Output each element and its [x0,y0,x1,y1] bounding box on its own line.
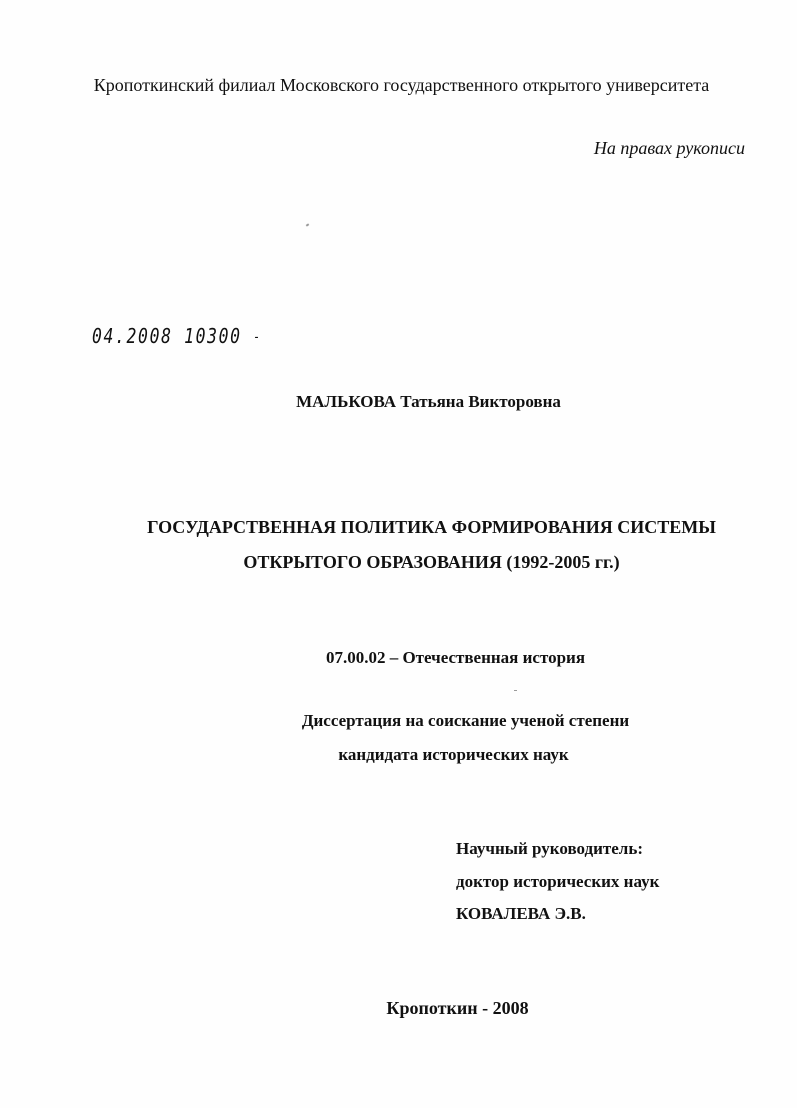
thesis-title-line-1: ГОСУДАРСТВЕННАЯ ПОЛИТИКА ФОРМИРОВАНИЯ СИСТЕМЫ [147,517,716,537]
thesis-title-line-2: ОТКРЫТОГО ОБРАЗОВАНИЯ (1992-2005 гг.) [243,552,620,572]
scan-speck [514,690,517,691]
city-year: Кропоткин - 2008 [386,998,529,1018]
degree-line-1: Диссертация на соискание ученой степени [301,711,630,730]
registry-stamp-number [92,326,262,346]
registry-number: 04.2008 10300 [92,324,242,348]
scan-speck [306,223,310,226]
manuscript-rights-note: На правах рукописи [593,138,745,158]
supervisor-rank: доктор исторических наук [456,872,660,891]
supervisor-label: Научный руководитель: [456,839,643,858]
institution-heading: Кропоткинский филиал Московского государственного открытого университета [93,75,710,95]
specialty-code: 07.00.02 – Отечественная история [325,648,586,667]
degree-line-2: кандидата исторических наук [338,745,569,764]
registry-tail-mark: - [253,329,262,346]
author-name: МАЛЬКОВА Татьяна Викторовна [296,392,561,411]
supervisor-name: КОВАЛЕВА Э.В. [456,904,586,923]
